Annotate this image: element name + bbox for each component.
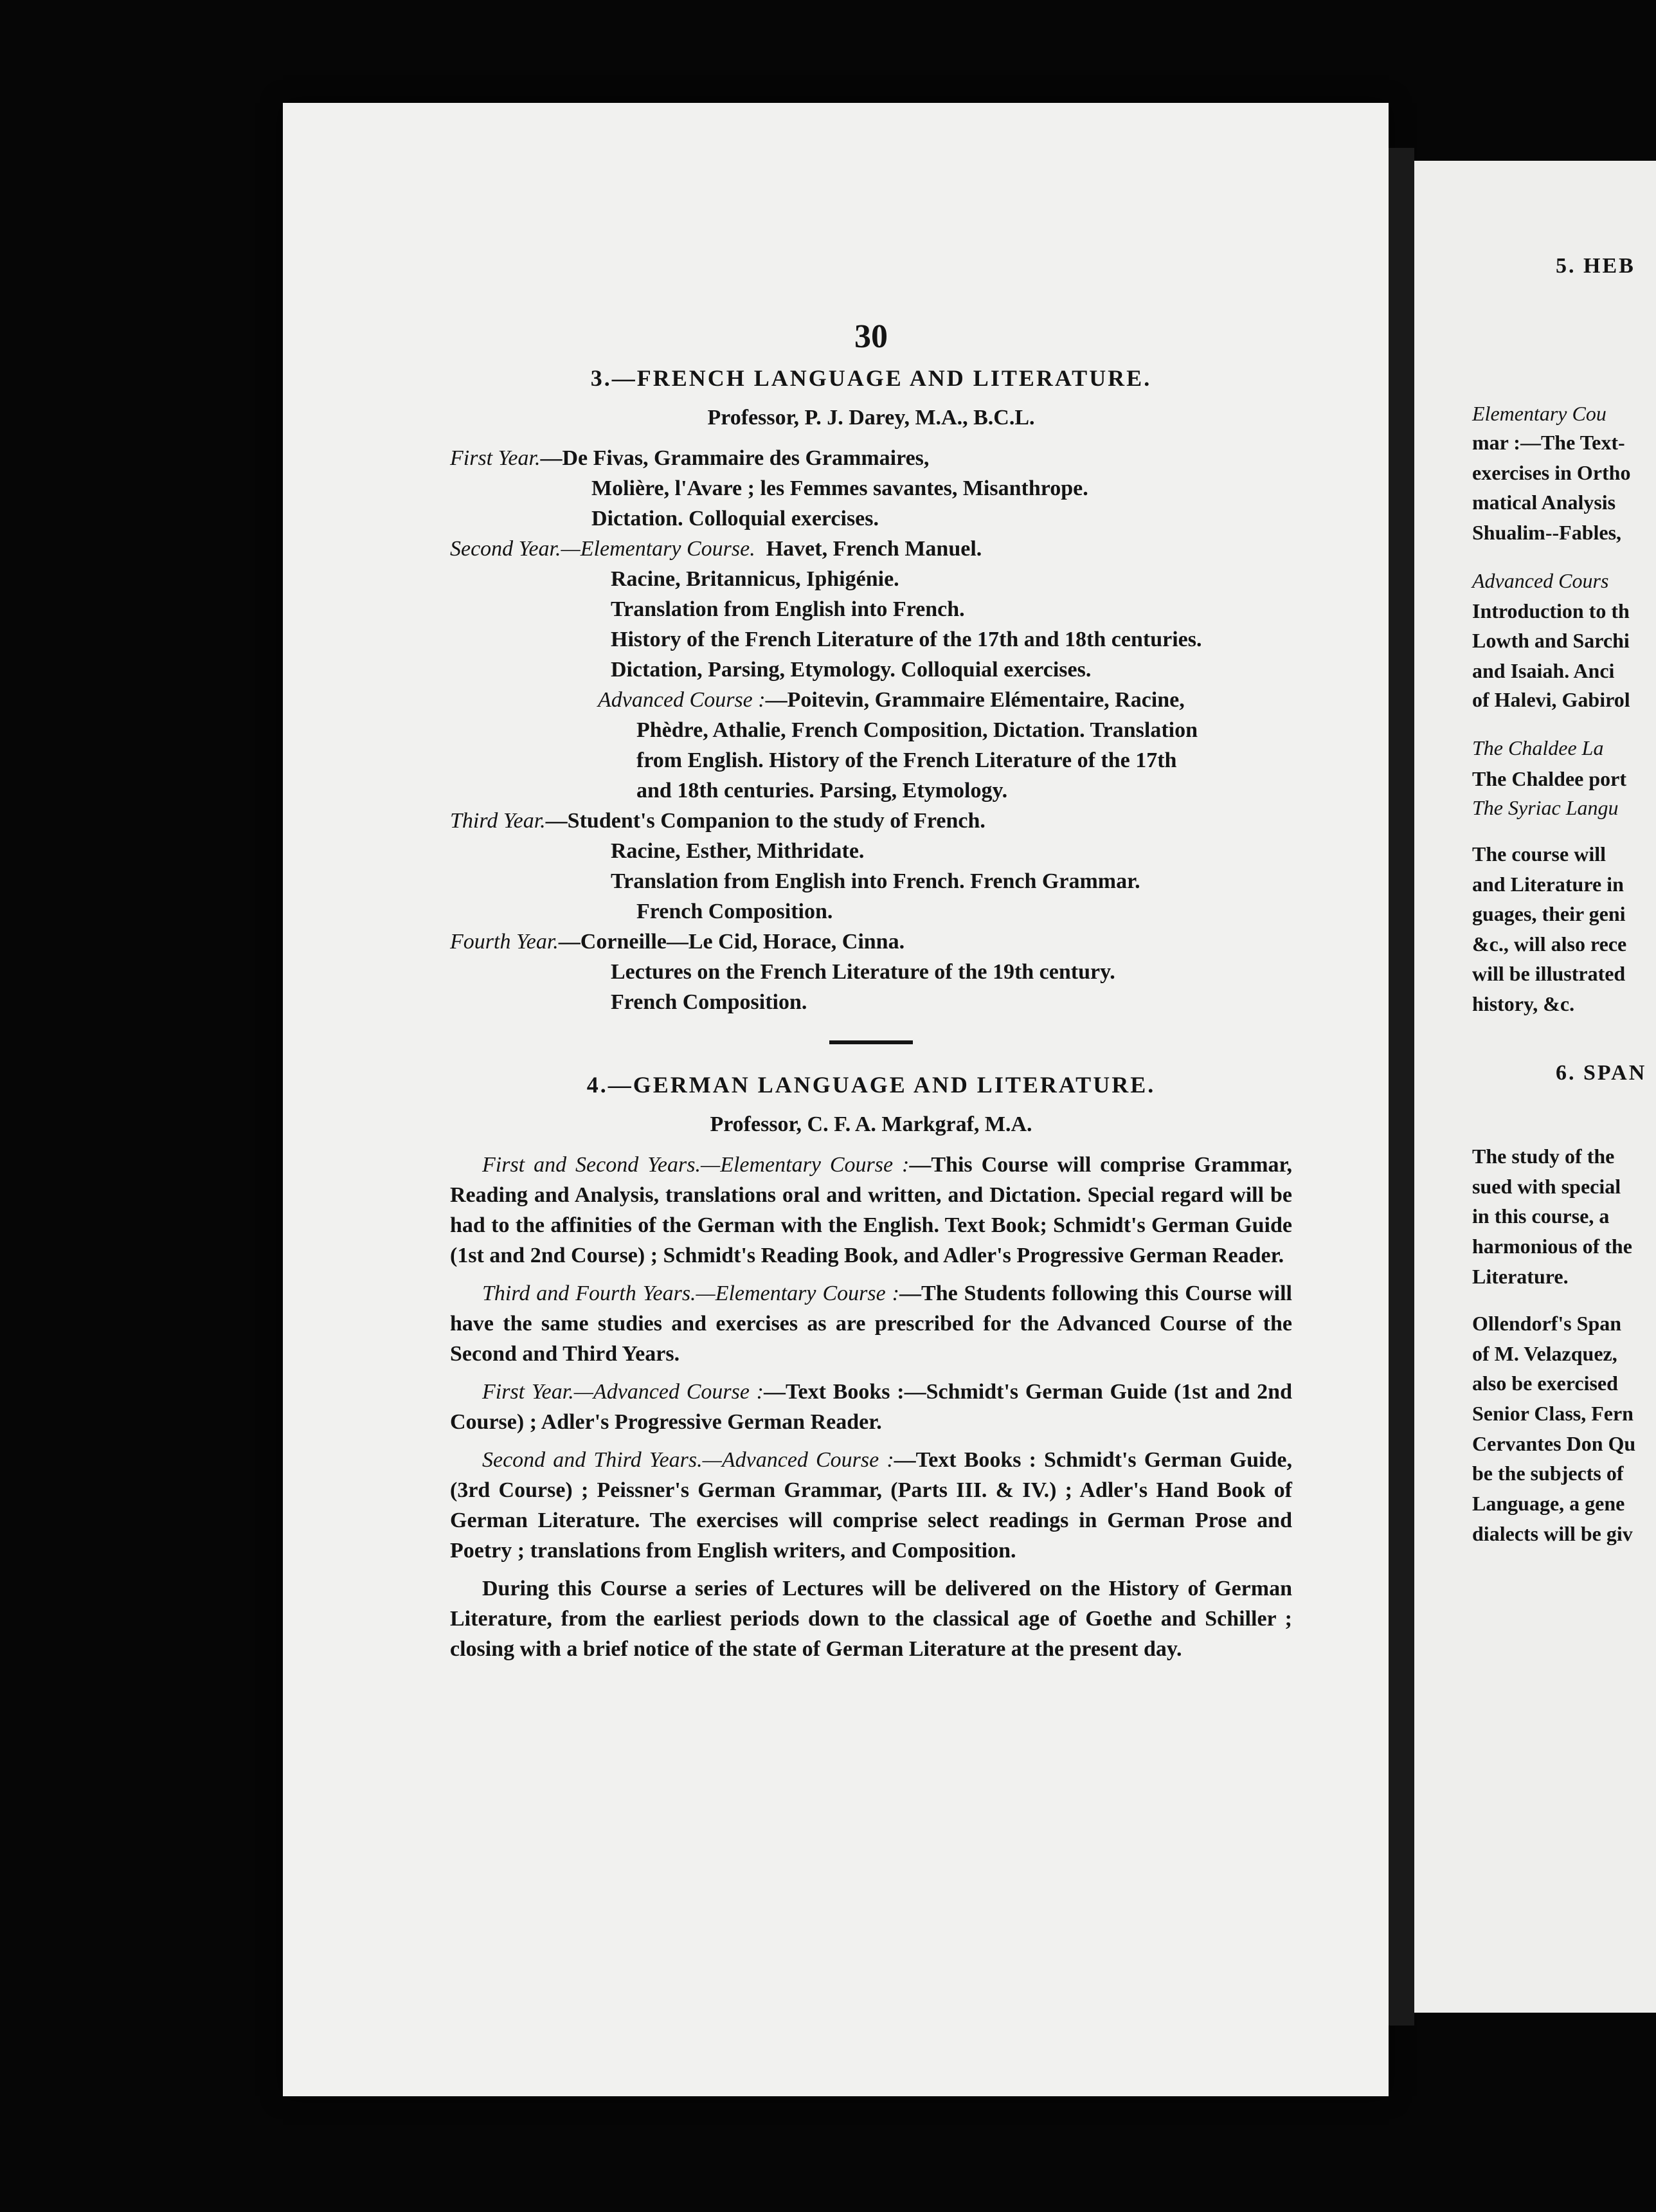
french-advanced-line-3: from English. History of the French Literature of the 17th xyxy=(636,748,1177,772)
german-heading: 4.—GERMAN LANGUAGE AND LITERATURE. xyxy=(586,1072,1156,1098)
french-second-year-line-2: Racine, Britannicus, Iphigénie. xyxy=(611,567,899,591)
right-page-line: guages, their geni xyxy=(1472,902,1626,925)
right-page-line: history, &c. xyxy=(1472,992,1575,1015)
right-page-line: will be illustrated xyxy=(1472,962,1626,985)
right-page-line: Literature. xyxy=(1472,1265,1569,1288)
french-second-year-label: Second Year. xyxy=(450,537,561,561)
section-divider xyxy=(829,1040,913,1044)
right-page-line: The course will xyxy=(1472,842,1606,866)
right-page-line: 6. SPAN xyxy=(1556,1061,1647,1085)
french-fourth-year-line-3: French Composition. xyxy=(611,990,807,1014)
french-heading: 3.—FRENCH LANGUAGE AND LITERATURE. xyxy=(590,365,1152,391)
right-page-line: sued with special xyxy=(1472,1175,1621,1198)
right-page-line: &c., will also rece xyxy=(1472,932,1627,956)
french-fourth-year-line-1: Fourth Year.—Corneille—Le Cid, Horace, Cinna. xyxy=(450,930,905,954)
right-page-line: The Chaldee La xyxy=(1472,736,1604,759)
right-page-line: of Halevi, Gabirol xyxy=(1472,688,1630,711)
right-page-line: 5. HEB xyxy=(1556,254,1635,278)
right-page-line: Elementary Cou xyxy=(1472,402,1607,425)
page-number: 30 xyxy=(854,318,888,355)
right-page-line: mar :—The Text- xyxy=(1472,431,1625,454)
right-page-line: Lowth and Sarchi xyxy=(1472,629,1630,652)
right-page-line: Advanced Cours xyxy=(1472,569,1609,592)
right-page-line: Senior Class, Fern xyxy=(1472,1402,1634,1425)
french-third-year-line-1: Third Year.—Student's Companion to the study of French. xyxy=(450,809,986,833)
french-third-year-line-3: Translation from English into French. French Grammar. xyxy=(611,869,1140,893)
french-second-year-line-5: Dictation, Parsing, Etymology. Colloquial exercises. xyxy=(611,658,1092,682)
right-page-line: and Literature in xyxy=(1472,873,1624,896)
right-page-line: and Isaiah. Anci xyxy=(1472,659,1615,682)
right-page-line: Ollendorf's Span xyxy=(1472,1312,1622,1335)
german-paragraph-5: During this Course a series of Lectures will be delivered on the History of German Literature, from the earliest periods down to the classical age of Goethe and Schiller ; closing with a brief notice of the state of German Literature at the present day. xyxy=(450,1577,1292,1661)
french-first-year-line-1: First Year.—De Fivas, Grammaire des Grammaires, xyxy=(450,446,930,470)
right-page-line: The Syriac Langu xyxy=(1472,796,1619,819)
french-second-year-line-3: Translation from English into French. xyxy=(611,597,965,621)
french-first-year-label: First Year. xyxy=(450,446,541,470)
left-page xyxy=(283,103,1389,2096)
german-paragraph-2: Third and Fourth Years.—Elementary Course :—The Students following this Course will have the same studies and exercises as are prescribed for the Advanced Course of the Second and Third Years. xyxy=(450,1282,1292,1366)
right-page-line: exercises in Ortho xyxy=(1472,461,1631,484)
french-advanced-line-2: Phèdre, Athalie, French Composition, Dictation. Translation xyxy=(636,718,1198,742)
french-advanced-label: Advanced Course : xyxy=(598,688,766,712)
german-paragraph-1: First and Second Years.—Elementary Course :—This Course will comprise Grammar, Reading and Analysis, translations oral and written, and Dictation. Special regard will be had to the affinities of the German with the English. Text Book; Schmidt's German Guide (1st and 2nd Course) ; Schmidt's Reading Book, and Adler's Progressive German Reader. xyxy=(450,1153,1292,1267)
right-page-line: Introduction to th xyxy=(1472,599,1630,622)
right-page-line: also be exercised xyxy=(1472,1372,1618,1395)
right-page-line: harmonious of the xyxy=(1472,1235,1632,1258)
french-advanced-line-4: and 18th centuries. Parsing, Etymology. xyxy=(636,779,1008,802)
right-page-line: Shualim--Fables, xyxy=(1472,521,1622,544)
french-third-year-line-4: French Composition. xyxy=(636,900,833,923)
french-third-year-line-2: Racine, Esther, Mithridate. xyxy=(611,839,865,863)
right-page-line: Cervantes Don Qu xyxy=(1472,1432,1636,1455)
german-professor: Professor, C. F. A. Markgraf, M.A. xyxy=(710,1112,1032,1136)
french-professor: Professor, P. J. Darey, M.A., B.C.L. xyxy=(707,406,1035,430)
right-page-line: in this course, a xyxy=(1472,1204,1610,1228)
right-page-line: be the subjects of xyxy=(1472,1462,1624,1485)
right-page-line: matical Analysis xyxy=(1472,491,1616,514)
french-fourth-year-line-2: Lectures on the French Literature of the 19th century. xyxy=(611,960,1115,984)
right-page-line: The study of the xyxy=(1472,1145,1615,1168)
french-third-year-label: Third Year. xyxy=(450,809,546,833)
german-paragraph-4: Second and Third Years.—Advanced Course :—Text Books : Schmidt's German Guide, (3rd Course) ; Peissner's German Grammar, (Parts III. & IV.) ; Adler's Hand Book of German Literature. The exercises will comprise select readings in German Prose and Poetry ; translations from English writers, and Composition. xyxy=(450,1448,1292,1563)
french-second-year-line-4: History of the French Literature of the 17th and 18th centuries. xyxy=(611,628,1202,651)
german-paragraph-3: First Year.—Advanced Course :—Text Books :—Schmidt's German Guide (1st and 2nd Course) ; Adler's Progressive German Reader. xyxy=(450,1380,1293,1434)
french-fourth-year-label: Fourth Year. xyxy=(450,930,559,954)
right-page-line: of M. Velazquez, xyxy=(1472,1342,1617,1365)
right-page-line: The Chaldee port xyxy=(1472,767,1626,790)
french-first-year-line-2: Molière, l'Avare ; les Femmes savantes, Misanthrope. xyxy=(591,476,1088,500)
french-second-year-course-label: —Elementary Course. xyxy=(561,537,755,561)
right-page-line: Language, a gene xyxy=(1472,1492,1625,1515)
french-first-year-line-3: Dictation. Colloquial exercises. xyxy=(591,507,879,530)
left-page-content xyxy=(450,318,1293,1672)
right-page xyxy=(1414,161,1656,2013)
french-advanced-line-1: Advanced Course :—Poitevin, Grammaire Elémentaire, Racine, xyxy=(598,688,1185,712)
page-gutter xyxy=(1389,148,1414,2026)
right-page-line: dialects will be giv xyxy=(1472,1522,1633,1545)
french-second-year-line-1: Second Year.—Elementary Course. Havet, French Manuel. xyxy=(450,537,982,561)
